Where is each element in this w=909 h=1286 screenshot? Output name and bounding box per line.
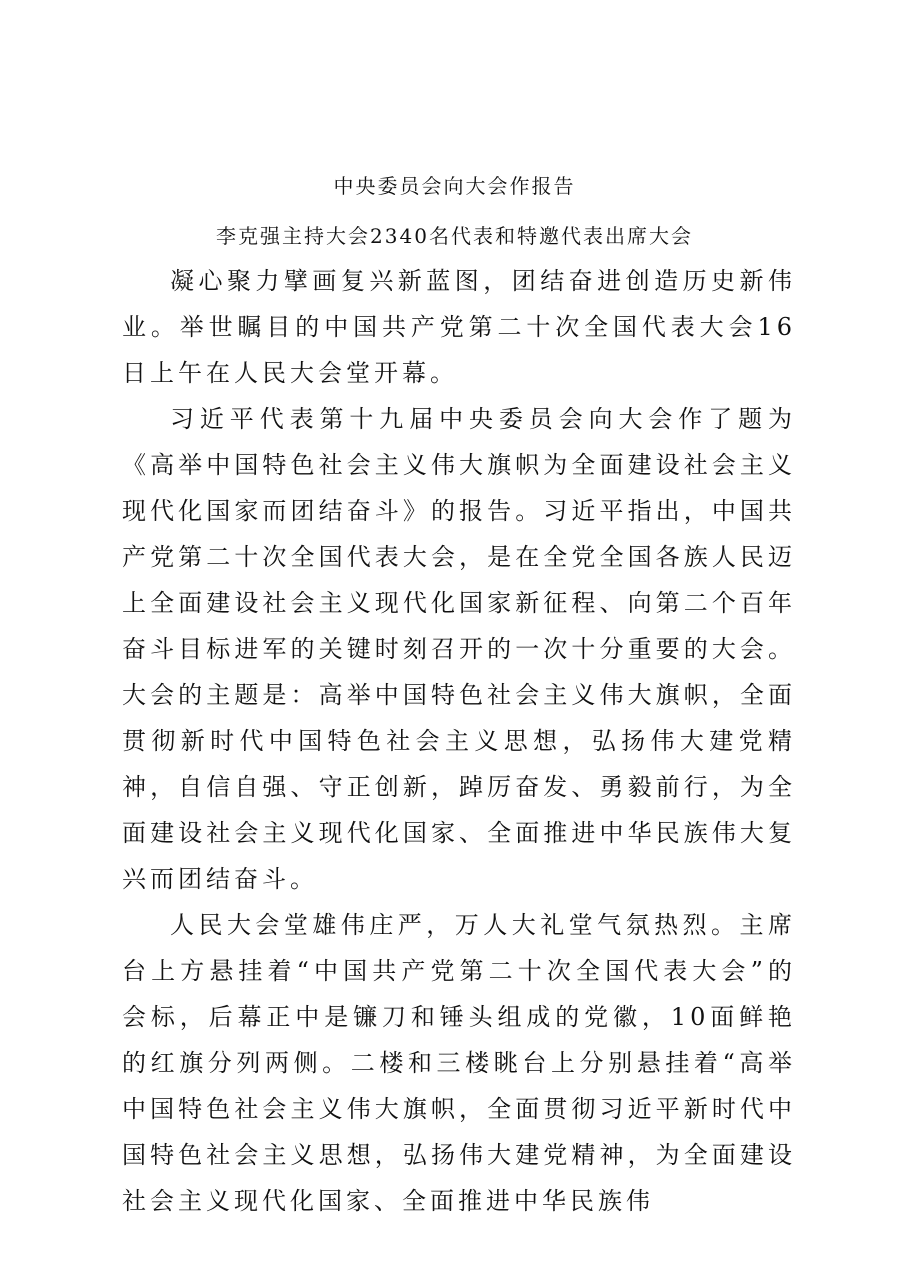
document-title: 中央委员会向大会作报告 bbox=[333, 174, 576, 198]
paragraph-1: 凝心聚力擘画复兴新蓝图，团结奋进创造历史新伟业。举世瞩目的中国共产党第二十次全国代表大会16日上午在人民大会堂开幕。 bbox=[122, 267, 796, 387]
paragraph-2: 习近平代表第十九届中央委员会向大会作了题为《高举中国特色社会主义伟大旗帜为全面建设社会主义现代化国家而团结奋斗》的报告。习近平指出，中国共产党第二十次全国代表大会，是在全党全国各族人民迈上全面建设社会主义现代化国家新征程、向第二个百年奋斗目标进军的关键时刻召开的一次十分重要的大会。大会的主题是：高举中国特色社会主义伟大旗帜，全面贯彻新时代中国特色社会主义思想，弘扬伟大建党精神，自信自强、守正创新，踔厉奋发、勇毅前行，为全面建设社会主义现代化国家、全面推进中华民族伟大复兴而团结奋斗。 bbox=[122, 405, 796, 893]
document-body bbox=[122, 258, 796, 1224]
document-subtitle: 李克强主持大会2340名代表和特邀代表出席大会 bbox=[216, 224, 693, 248]
paragraph-3: 人民大会堂雄伟庄严，万人大礼堂气氛热烈。主席台上方悬挂着“中国共产党第二十次全国代表大会”的会标，后幕正中是镰刀和锤头组成的党徽，10面鲜艳的红旗分列两侧。二楼和三楼眺台上分别悬挂着“高举中国特色社会主义伟大旗帜，全面贯彻习近平新时代中国特色社会主义思想，弘扬伟大建党精神，为全面建设社会主义现代化国家、全面推进中华民族伟 bbox=[122, 911, 796, 1215]
